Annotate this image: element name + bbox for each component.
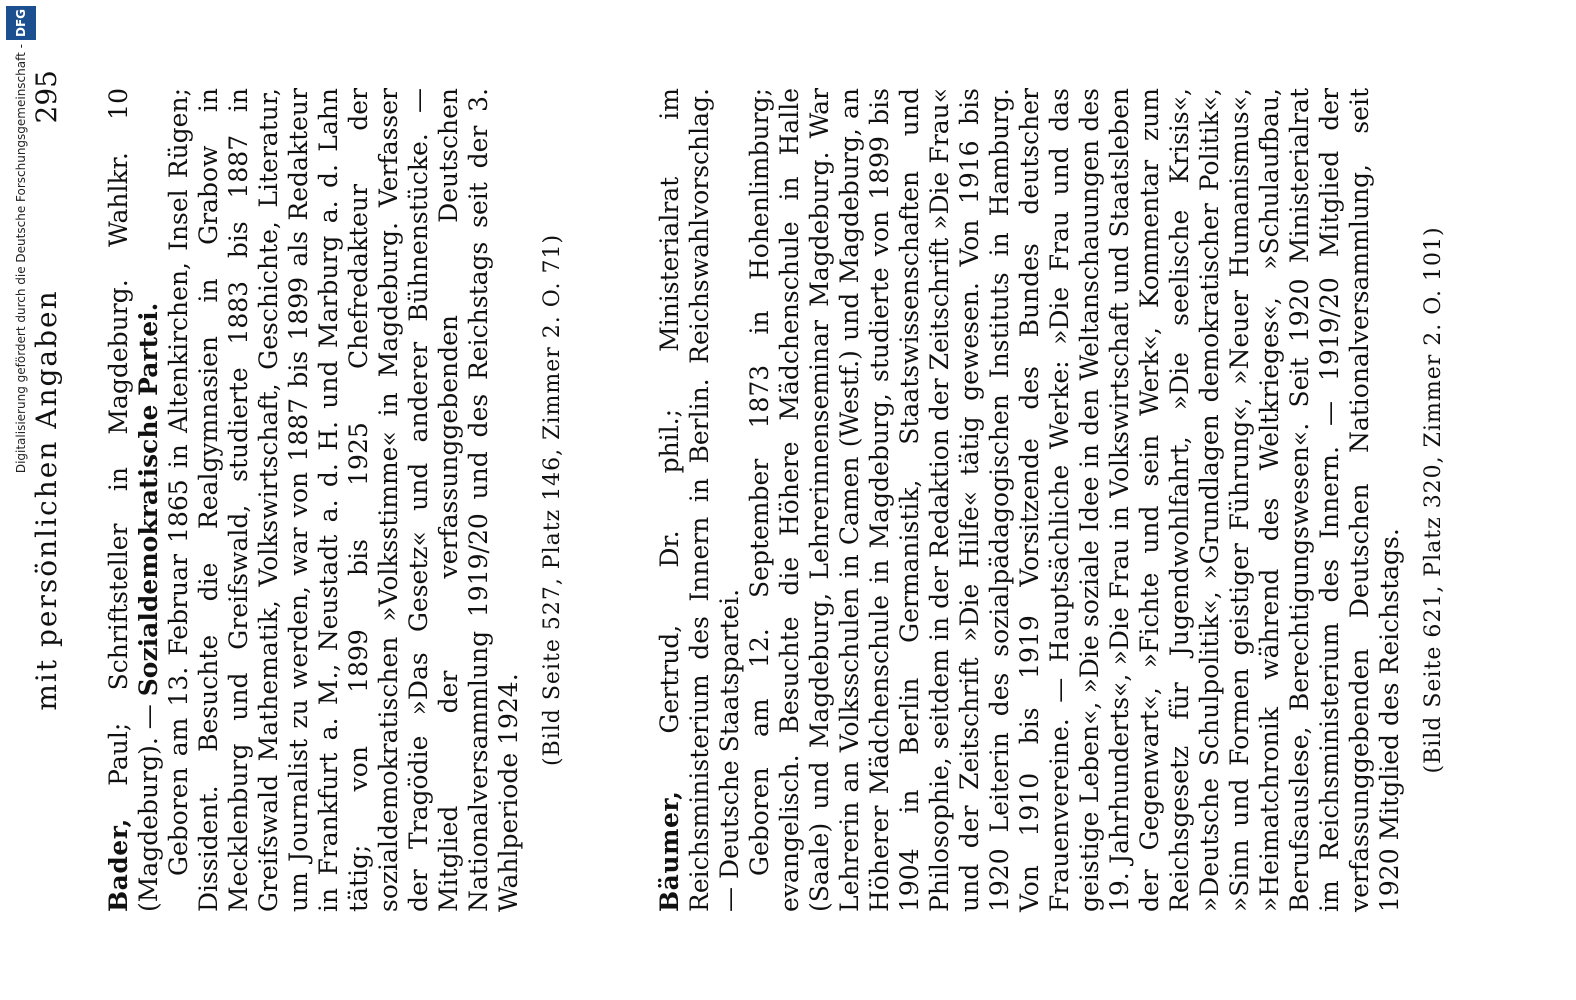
dfg-logo: DFG <box>6 6 36 40</box>
page-number: 295 <box>30 70 63 124</box>
entry-name: Bäumer, <box>655 790 684 912</box>
credit-text: Digitalisierung gefördert durch die Deutsche Forschungsgemeinschaft - <box>14 44 28 474</box>
entry-heading <box>104 88 164 912</box>
entry-caption: (Bild Seite 621, Platz 320, Zimmer 2. O. 101) <box>1421 226 1446 774</box>
entry-body: Geboren am 12. September 1873 in Hohenlimburg; evangelisch. Besuchte die Höhere Mädchenschule in Halle (Saale) und Magdeburg, Lehrerinnenseminar Magdeburg. War Lehrerin an Volksschulen in Camen (Westf.) und Magdeburg, an Höherer Mädchenschule in Magdeburg, studierte von 1899 bis 1904 in Berlin Germanistik, Staatswissenschaften und Philosophie, seitdem in der Redaktion der Zeitschrift »Die Frau« und der Zeitschrift »Die Hilfe« tätig gewesen. Von 1916 bis 1920 Leiterin des sozialpädagogischen Instituts in Hamburg. Von 1910 bis 1919 Vorsitzende des Bundes deutscher Frauenvereine. — Hauptsächliche Werke: »Die Frau und das geistige Leben«, »Die soziale Idee in den Weltanschauungen des 19. Jahrhunderts«, »Die Frau in Volkswirtschaft und Staatsleben der Gegenwart«, »Fichte und sein Werk«, Kommentar zum Reichsgesetz für Jugendwohlfahrt, »Die seelische Krisis«, »Deutsche Schulpolitik«, »Grundlagen demokratischer Politik«, »Sinn und Formen geistiger Führung«, »Neuer Humanismus«, »Heimatchronik während des Weltkrieges«, »Schulaufbau, Berufsauslese, Berechtigungswesen«. Seit 1920 Ministerialrat im Reichsministerium des Innern. — 1919/20 Mitglied der verfassunggebenden Deutschen Nationalversammlung, seit 1920 Mitglied des Reichstags. <box>745 88 1404 912</box>
running-title: mit persönlichen Angaben <box>30 289 63 711</box>
entry-heading-text: Paul; Schriftsteller in Magdeburg. Wahlkr. 10 (Magdeburg). — <box>104 88 163 912</box>
digitization-credit <box>6 6 36 473</box>
entry-party: Sozialdemokratische Partei. <box>134 302 163 697</box>
entry-name: Bader, <box>104 818 133 912</box>
entry-body: Geboren am 13. Februar 1865 in Altenkirchen, Insel Rügen; Dissident. Besuchte die Realgymnasien in Grabow in Mecklenburg und Greifswald, studierte 1883 bis 1887 in Greifswald Mathematik, Volkswirtschaft, Geschichte, Literatur, um Journalist zu werden, war von 1887 bis 1899 als Redakteur in Frankfurt a. M., Neustadt a. d. H. und Marburg a. d. Lahn tätig; von 1899 bis 1925 Chefredakteur der sozialdemokratischen »Volksstimme« in Magdeburg. Verfasser der Tragödie »Das Gesetz« und anderer Bühnenstücke. — Mitglied der verfassunggebenden Deutschen Nationalversammlung 1919/20 und des Reichstags seit der 3. Wahlperiode 1924. <box>164 88 523 912</box>
biography-entry-bader <box>104 88 568 912</box>
biography-entry-baeumer <box>655 88 1449 912</box>
entry-heading-text: Gertrud, Dr. phil.; Ministerialrat im Reichsministerium des Innern in Berlin. Reichswahlvorschlag. — Deutsche Staatspartei. <box>655 88 744 912</box>
entry-caption: (Bild Seite 527, Platz 146, Zimmer 2. O. 71) <box>540 233 565 767</box>
entry-heading <box>655 88 745 912</box>
page-header <box>32 70 66 930</box>
